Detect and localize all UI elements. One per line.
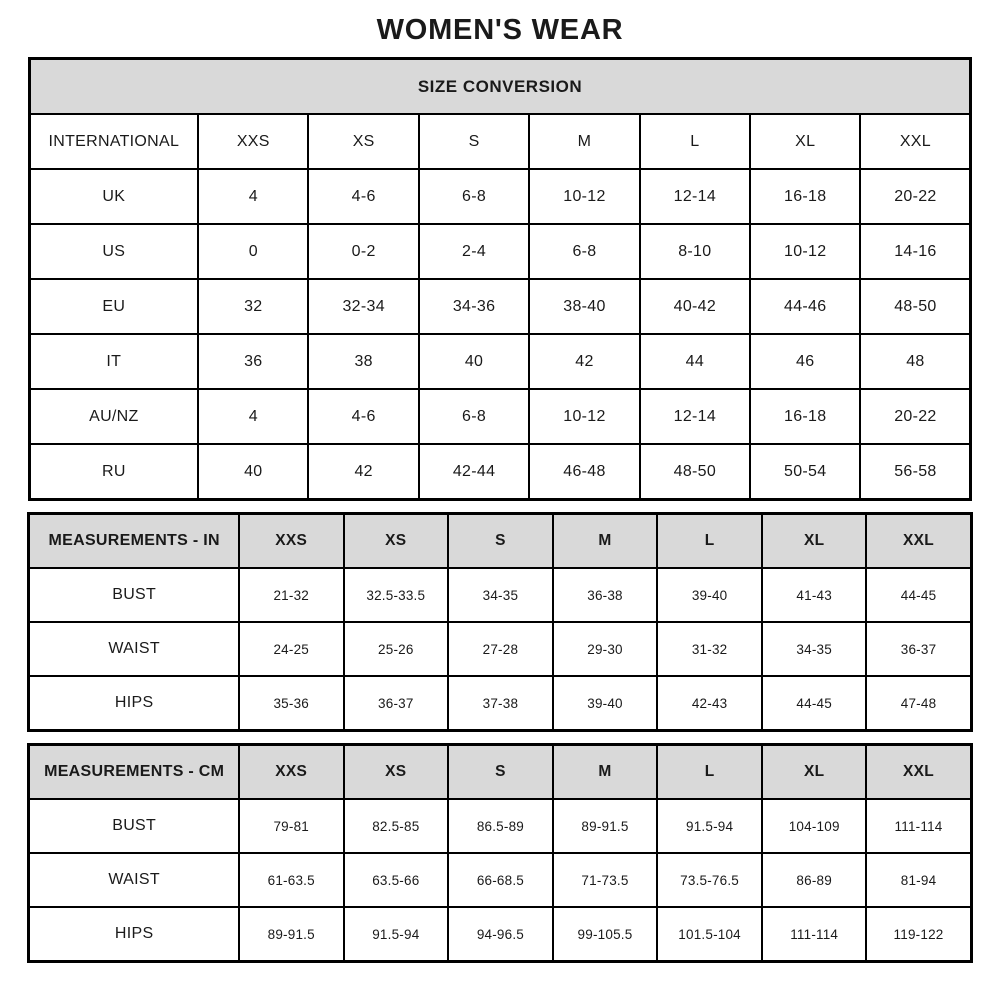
table-row [29, 169, 971, 224]
column-header-cell: XS [308, 114, 418, 169]
value-cell: 29-30 [553, 622, 658, 676]
size-header-cell: XS [344, 514, 449, 569]
value-cell: 91.5-94 [657, 799, 762, 853]
value-cell: 6-8 [419, 169, 529, 224]
size-header-cell: XXL [866, 514, 971, 569]
measurements-in-title: MEASUREMENTS - IN [29, 514, 239, 569]
size-header-cell: XL [762, 745, 867, 800]
value-cell: 36-37 [866, 622, 971, 676]
page-title: WOMEN'S WEAR [376, 14, 624, 46]
value-cell: 6-8 [529, 224, 639, 279]
table-row [29, 389, 971, 444]
table-row [29, 568, 971, 622]
size-header-cell: S [448, 745, 553, 800]
value-cell: 20-22 [860, 389, 970, 444]
value-cell: 10-12 [529, 389, 639, 444]
value-cell: 37-38 [448, 676, 553, 731]
size-header-cell: XS [344, 745, 449, 800]
value-cell: 24-25 [239, 622, 344, 676]
value-cell: 32.5-33.5 [344, 568, 449, 622]
value-cell: 34-36 [419, 279, 529, 334]
value-cell: 27-28 [448, 622, 553, 676]
measurements-in-header-row [29, 514, 971, 569]
value-cell: 6-8 [419, 389, 529, 444]
value-cell: 44 [640, 334, 750, 389]
value-cell: 12-14 [640, 389, 750, 444]
value-cell: 36-37 [344, 676, 449, 731]
size-header-cell: L [657, 514, 762, 569]
value-cell: 99-105.5 [553, 907, 658, 962]
row-label: BUST [29, 568, 239, 622]
row-label: RU [29, 444, 198, 500]
value-cell: 39-40 [553, 676, 658, 731]
value-cell: 42-43 [657, 676, 762, 731]
value-cell: 111-114 [866, 799, 971, 853]
size-header-cell: XXS [239, 514, 344, 569]
value-cell: 48 [860, 334, 970, 389]
row-label: US [29, 224, 198, 279]
value-cell: 16-18 [750, 169, 860, 224]
column-header-row [29, 114, 971, 169]
value-cell: 38 [308, 334, 418, 389]
value-cell: 16-18 [750, 389, 860, 444]
size-header-cell: L [657, 745, 762, 800]
value-cell: 81-94 [866, 853, 971, 907]
value-cell: 46 [750, 334, 860, 389]
column-header-cell: INTERNATIONAL [29, 114, 198, 169]
value-cell: 82.5-85 [344, 799, 449, 853]
value-cell: 42 [529, 334, 639, 389]
value-cell: 31-32 [657, 622, 762, 676]
row-label: WAIST [29, 853, 239, 907]
value-cell: 56-58 [860, 444, 970, 500]
value-cell: 36-38 [553, 568, 658, 622]
size-conversion-header-row [29, 59, 971, 115]
value-cell: 86-89 [762, 853, 867, 907]
table-row [29, 907, 971, 962]
value-cell: 86.5-89 [448, 799, 553, 853]
value-cell: 44-45 [866, 568, 971, 622]
value-cell: 40 [419, 334, 529, 389]
measurements-cm-title: MEASUREMENTS - CM [29, 745, 239, 800]
size-header-cell: M [553, 514, 658, 569]
measurements-in-table [27, 512, 972, 732]
value-cell: 4-6 [308, 389, 418, 444]
value-cell: 8-10 [640, 224, 750, 279]
size-conversion-title: SIZE CONVERSION [29, 59, 971, 115]
value-cell: 0 [198, 224, 308, 279]
value-cell: 79-81 [239, 799, 344, 853]
value-cell: 4 [198, 169, 308, 224]
value-cell: 10-12 [750, 224, 860, 279]
column-header-cell: XXS [198, 114, 308, 169]
value-cell: 63.5-66 [344, 853, 449, 907]
value-cell: 48-50 [860, 279, 970, 334]
value-cell: 4-6 [308, 169, 418, 224]
value-cell: 47-48 [866, 676, 971, 731]
value-cell: 40 [198, 444, 308, 500]
size-header-cell: S [448, 514, 553, 569]
value-cell: 111-114 [762, 907, 867, 962]
value-cell: 35-36 [239, 676, 344, 731]
value-cell: 32 [198, 279, 308, 334]
value-cell: 46-48 [529, 444, 639, 500]
table-row [29, 334, 971, 389]
column-header-cell: L [640, 114, 750, 169]
value-cell: 50-54 [750, 444, 860, 500]
value-cell: 71-73.5 [553, 853, 658, 907]
value-cell: 36 [198, 334, 308, 389]
value-cell: 32-34 [308, 279, 418, 334]
table-row [29, 799, 971, 853]
row-label: HIPS [29, 907, 239, 962]
value-cell: 20-22 [860, 169, 970, 224]
size-header-cell: M [553, 745, 658, 800]
value-cell: 34-35 [448, 568, 553, 622]
table-row [29, 622, 971, 676]
value-cell: 61-63.5 [239, 853, 344, 907]
value-cell: 40-42 [640, 279, 750, 334]
value-cell: 101.5-104 [657, 907, 762, 962]
row-label: UK [29, 169, 198, 224]
value-cell: 42-44 [419, 444, 529, 500]
value-cell: 89-91.5 [239, 907, 344, 962]
value-cell: 94-96.5 [448, 907, 553, 962]
value-cell: 91.5-94 [344, 907, 449, 962]
measurements-cm-header-row [29, 745, 971, 800]
value-cell: 104-109 [762, 799, 867, 853]
table-row [29, 279, 971, 334]
value-cell: 34-35 [762, 622, 867, 676]
value-cell: 44-46 [750, 279, 860, 334]
size-header-cell: XXL [866, 745, 971, 800]
value-cell: 12-14 [640, 169, 750, 224]
row-label: BUST [29, 799, 239, 853]
size-header-cell: XXS [239, 745, 344, 800]
table-row [29, 444, 971, 500]
table-row [29, 853, 971, 907]
column-header-cell: XXL [860, 114, 970, 169]
row-label: AU/NZ [29, 389, 198, 444]
value-cell: 10-12 [529, 169, 639, 224]
value-cell: 21-32 [239, 568, 344, 622]
value-cell: 41-43 [762, 568, 867, 622]
row-label: IT [29, 334, 198, 389]
row-label: HIPS [29, 676, 239, 731]
value-cell: 119-122 [866, 907, 971, 962]
row-label: WAIST [29, 622, 239, 676]
value-cell: 39-40 [657, 568, 762, 622]
value-cell: 2-4 [419, 224, 529, 279]
value-cell: 48-50 [640, 444, 750, 500]
column-header-cell: M [529, 114, 639, 169]
value-cell: 38-40 [529, 279, 639, 334]
measurements-cm-table [27, 743, 972, 963]
value-cell: 14-16 [860, 224, 970, 279]
value-cell: 73.5-76.5 [657, 853, 762, 907]
value-cell: 25-26 [344, 622, 449, 676]
value-cell: 42 [308, 444, 418, 500]
table-row [29, 224, 971, 279]
size-conversion-table [28, 57, 973, 501]
value-cell: 44-45 [762, 676, 867, 731]
value-cell: 89-91.5 [553, 799, 658, 853]
row-label: EU [29, 279, 198, 334]
value-cell: 66-68.5 [448, 853, 553, 907]
column-header-cell: S [419, 114, 529, 169]
table-row [29, 676, 971, 731]
value-cell: 4 [198, 389, 308, 444]
column-header-cell: XL [750, 114, 860, 169]
value-cell: 0-2 [308, 224, 418, 279]
size-header-cell: XL [762, 514, 867, 569]
